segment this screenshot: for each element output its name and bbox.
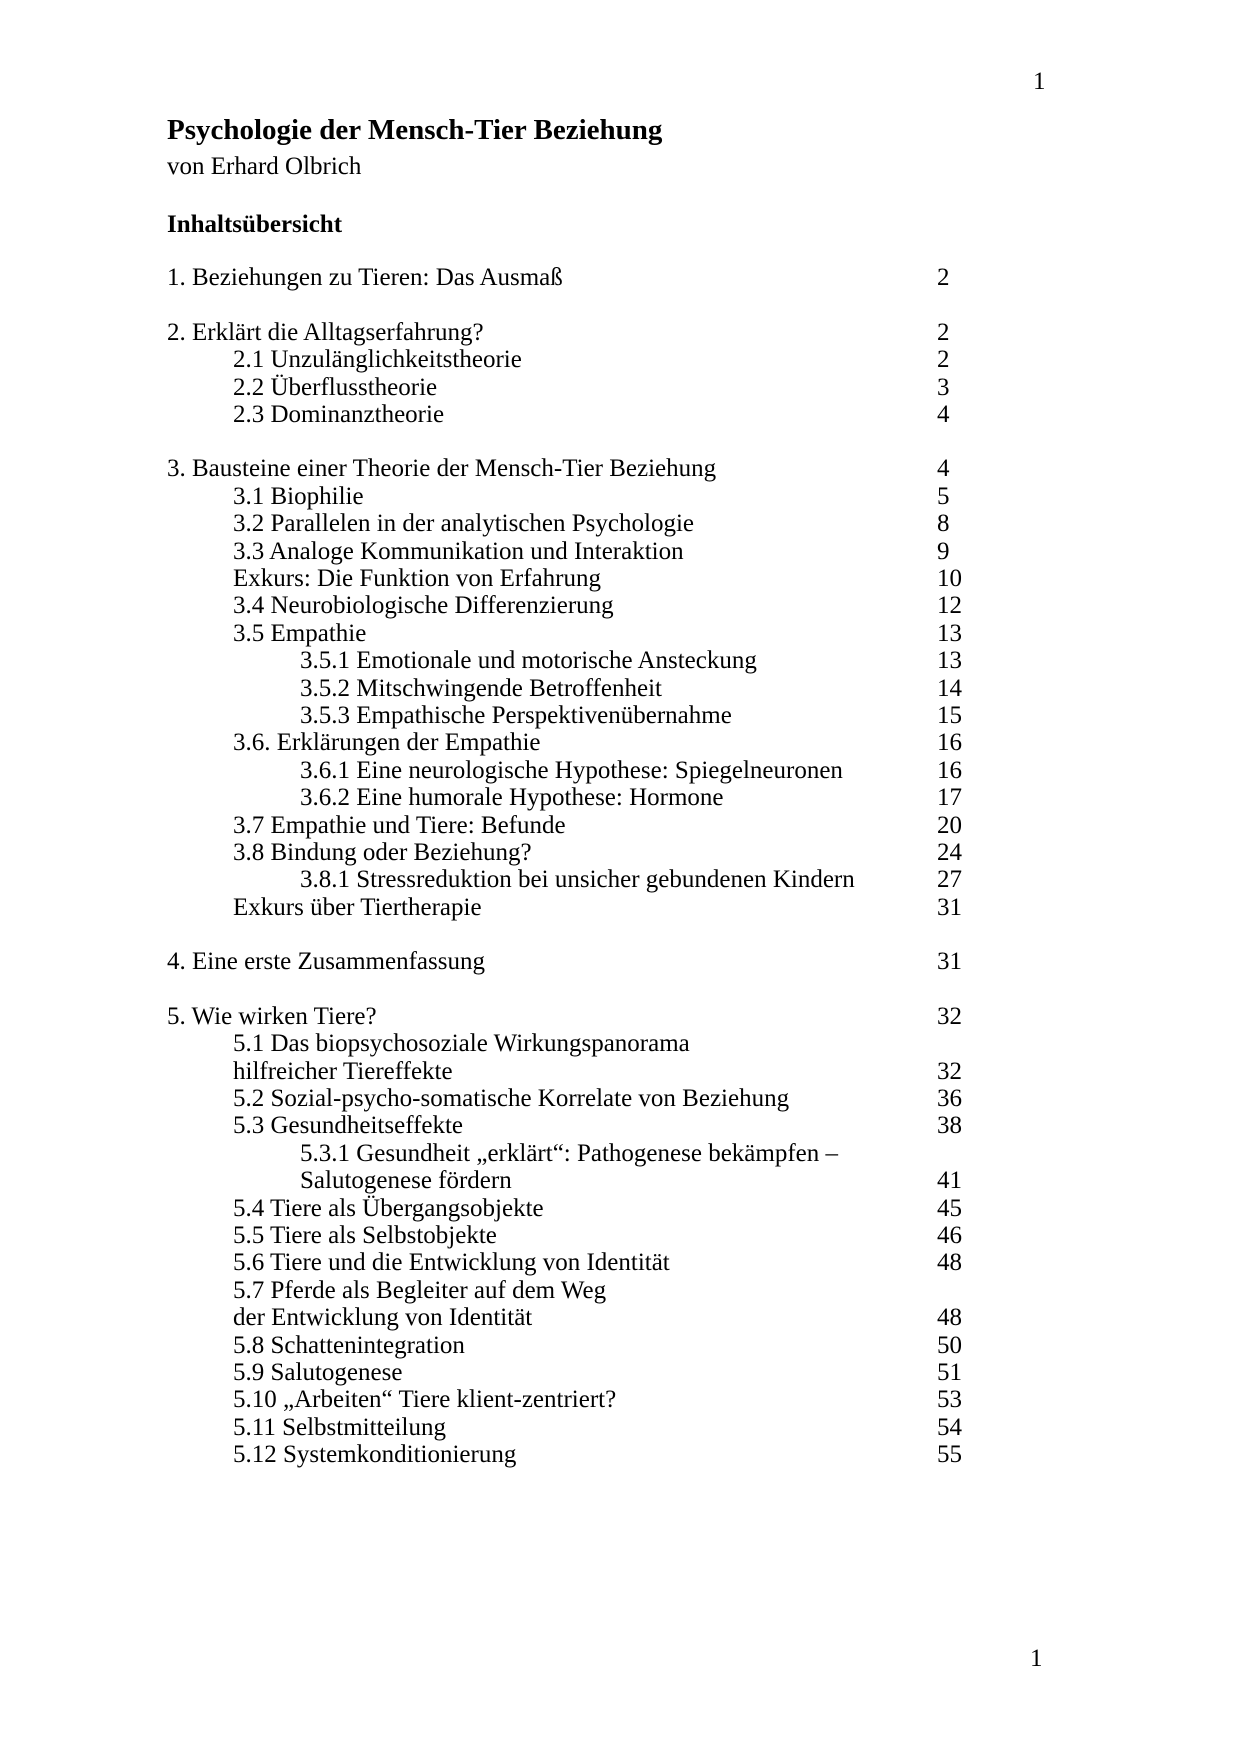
toc-section (167, 264, 997, 291)
toc-entry-label: 5.10 „Arbeiten“ Tiere klient-zentriert? (233, 1386, 617, 1414)
toc-entry-label: 5.3.1 Gesundheit „erklärt“: Pathogenese bekämpfen – (300, 1139, 839, 1167)
toc-entry-page-number: 8 (937, 510, 950, 538)
toc-entry (167, 866, 997, 893)
toc-entry-page-number: 55 (937, 1441, 962, 1469)
toc-entry (167, 565, 997, 592)
toc-entry (167, 1003, 997, 1030)
toc-entry-page-number: 3 (937, 373, 950, 401)
page-number-top: 1 (1033, 68, 1046, 95)
toc-entry-page-number: 51 (937, 1358, 962, 1386)
document-author: von Erhard Olbrich (167, 153, 362, 181)
toc-section (167, 948, 997, 975)
toc-entry-label: 1. Beziehungen zu Tieren: Das Ausmaß (167, 264, 563, 292)
toc-entry-label: 5.6 Tiere und die Entwicklung von Identität (233, 1249, 670, 1277)
toc-entry-page-number: 48 (937, 1304, 962, 1332)
toc-entry-label: 5.8 Schattenintegration (233, 1331, 465, 1359)
toc-entry (167, 812, 997, 839)
toc-entry-page-number: 14 (937, 674, 962, 702)
toc-entry-label: Salutogenese fördern (300, 1167, 512, 1195)
toc-entry-page-number: 24 (937, 839, 962, 867)
toc-entry-page-number: 2 (937, 318, 950, 346)
toc-entry (167, 374, 997, 401)
toc-entry-label: 3.3 Analoge Kommunikation und Interaktion (233, 537, 684, 565)
toc-entry-page-number: 4 (937, 400, 950, 428)
toc-entry-label: 2.1 Unzulänglichkeitstheorie (233, 346, 522, 374)
toc-entry-page-number: 32 (937, 1002, 962, 1030)
toc-entry-label: 3.1 Biophilie (233, 482, 364, 510)
toc-entry-page-number: 54 (937, 1413, 962, 1441)
toc-entry (167, 647, 997, 674)
toc-entry (167, 1386, 997, 1413)
toc-entry (167, 894, 997, 921)
toc-entry-page-number: 2 (937, 346, 950, 374)
toc-entry-label: 3.5.2 Mitschwingende Betroffenheit (300, 674, 662, 702)
toc-entry (167, 1332, 997, 1359)
toc-entry-label: 5.11 Selbstmitteilung (233, 1413, 446, 1441)
toc-entry-page-number: 16 (937, 729, 962, 757)
toc-entry (167, 1195, 997, 1222)
toc-entry (167, 346, 997, 373)
toc-entry (167, 948, 997, 975)
toc-entry (167, 510, 997, 537)
toc-entry-page-number: 50 (937, 1331, 962, 1359)
toc-section (167, 1003, 997, 1469)
toc-entry (167, 483, 997, 510)
toc-entry-label: 3.2 Parallelen in der analytischen Psychologie (233, 510, 694, 538)
toc-entry (167, 1304, 997, 1331)
toc-entry-page-number: 53 (937, 1386, 962, 1414)
toc-entry-label: 5.1 Das biopsychosoziale Wirkungspanorama (233, 1030, 690, 1058)
toc-entry-page-number: 32 (937, 1057, 962, 1085)
toc-entry-label: 2. Erklärt die Alltagserfahrung? (167, 318, 484, 346)
toc-entry-page-number: 13 (937, 647, 962, 675)
toc-entry (167, 620, 997, 647)
toc-entry-page-number: 45 (937, 1194, 962, 1222)
toc-entry (167, 1112, 997, 1139)
toc-entry-label: 3.7 Empathie und Tiere: Befunde (233, 811, 566, 839)
toc-entry (167, 1167, 997, 1194)
toc-entry-label: 3. Bausteine einer Theorie der Mensch-Tier Beziehung (167, 455, 717, 483)
toc-entry-page-number: 5 (937, 482, 950, 510)
toc-entry-label: 3.6.2 Eine humorale Hypothese: Hormone (300, 784, 724, 812)
toc-section (167, 455, 997, 921)
toc-entry (167, 455, 997, 482)
toc-entry-label: 3.6.1 Eine neurologische Hypothese: Spiegelneuronen (300, 756, 843, 784)
toc-entry-label: 3.6. Erklärungen der Empathie (233, 729, 541, 757)
toc-entry-label: 4. Eine erste Zusammenfassung (167, 948, 485, 976)
toc-entry-page-number: 9 (937, 537, 950, 565)
toc-entry-label: 3.4 Neurobiologische Differenzierung (233, 592, 614, 620)
toc-entry (167, 319, 997, 346)
toc-entry-page-number: 38 (937, 1112, 962, 1140)
toc-entry-label: 5.2 Sozial-psycho-somatische Korrelate von Beziehung (233, 1084, 790, 1112)
toc-entry-label: 3.5.3 Empathische Perspektivenübernahme (300, 702, 732, 730)
toc-entry (167, 401, 997, 428)
toc-section (167, 319, 997, 429)
toc-entry-label: 3.5 Empathie (233, 619, 367, 647)
toc-entry-label: 5. Wie wirken Tiere? (167, 1002, 377, 1030)
toc-entry-label: 5.5 Tiere als Selbstobjekte (233, 1221, 497, 1249)
toc-entry (167, 1249, 997, 1276)
toc-entry-label: Exkurs über Tiertherapie (233, 893, 482, 921)
toc-entry-page-number: 48 (937, 1249, 962, 1277)
document-title: Psychologie der Mensch-Tier Beziehung (167, 114, 663, 146)
toc-entry (167, 1058, 997, 1085)
toc-entry (167, 1277, 997, 1304)
toc-entry-label: 2.3 Dominanztheorie (233, 400, 445, 428)
toc-entry-label: 3.8.1 Stressreduktion bei unsicher gebundenen Kindern (300, 866, 855, 894)
toc-entry-page-number: 31 (937, 893, 962, 921)
toc-entry-page-number: 36 (937, 1084, 962, 1112)
toc-entry (167, 538, 997, 565)
toc-entry (167, 592, 997, 619)
toc-entry (167, 675, 997, 702)
toc-entry-page-number: 13 (937, 619, 962, 647)
page-number-bottom: 1 (1030, 1645, 1043, 1672)
toc-entry-page-number: 27 (937, 866, 962, 894)
toc-entry-label: 5.9 Salutogenese (233, 1358, 403, 1386)
table-of-contents (167, 264, 997, 1468)
toc-entry (167, 839, 997, 866)
toc-entry (167, 1140, 997, 1167)
toc-entry-page-number: 31 (937, 948, 962, 976)
toc-entry (167, 1030, 997, 1057)
toc-entry-label: 5.4 Tiere als Übergangsobjekte (233, 1194, 544, 1222)
toc-entry (167, 1222, 997, 1249)
toc-entry (167, 264, 997, 291)
toc-entry (167, 1441, 997, 1468)
toc-entry-page-number: 20 (937, 811, 962, 839)
toc-entry-page-number: 10 (937, 565, 962, 592)
toc-entry-page-number: 17 (937, 784, 962, 812)
toc-entry-label: der Entwicklung von Identität (233, 1304, 533, 1332)
toc-entry-page-number: 41 (937, 1167, 962, 1195)
toc-entry-label: Exkurs: Die Funktion von Erfahrung (233, 565, 602, 592)
toc-entry (167, 757, 997, 784)
toc-entry-label: 3.8 Bindung oder Beziehung? (233, 839, 532, 867)
toc-entry-page-number: 12 (937, 592, 962, 620)
toc-entry-page-number: 46 (937, 1221, 962, 1249)
toc-entry-page-number: 16 (937, 756, 962, 784)
toc-entry-label: 3.5.1 Emotionale und motorische Ansteckung (300, 647, 757, 675)
toc-entry-page-number: 15 (937, 702, 962, 730)
toc-entry-label: 5.7 Pferde als Begleiter auf dem Weg (233, 1276, 607, 1304)
toc-entry (167, 702, 997, 729)
toc-entry (167, 1359, 997, 1386)
toc-entry-label: 5.12 Systemkonditionierung (233, 1441, 517, 1469)
toc-heading: Inhaltsübersicht (167, 210, 343, 238)
toc-entry-label: 2.2 Überflusstheorie (233, 373, 438, 401)
toc-entry-label: 5.3 Gesundheitseffekte (233, 1112, 464, 1140)
toc-entry (167, 1085, 997, 1112)
toc-entry-page-number: 2 (937, 264, 950, 292)
toc-entry-label: hilfreicher Tiereffekte (233, 1057, 453, 1085)
toc-entry (167, 1414, 997, 1441)
toc-entry-page-number: 4 (937, 455, 950, 483)
toc-entry (167, 729, 997, 756)
toc-entry (167, 784, 997, 811)
